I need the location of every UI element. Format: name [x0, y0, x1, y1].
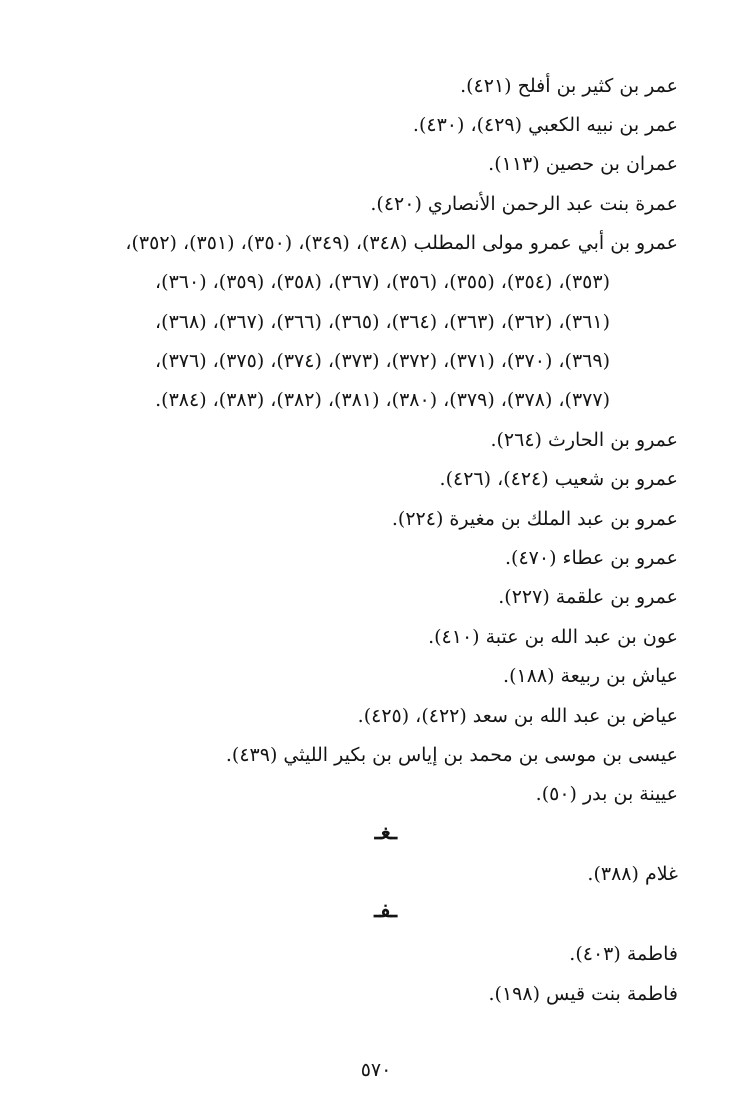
index-entry: عياش بن ربيعة (١٨٨).: [503, 665, 678, 687]
index-entry: عمرو بن علقمة (٢٢٧).: [498, 586, 678, 608]
index-entry: فاطمة بنت قيس (١٩٨).: [488, 983, 678, 1005]
index-entry: عياض بن عبد الله بن سعد (٤٢٢)، (٤٢٥).: [357, 705, 678, 727]
index-entry: عيسى بن موسى بن محمد بن إياس بن بكير الليثي (٤٣٩).: [225, 744, 678, 766]
index-entry-continuation: (٣٧٧)، (٣٧٨)، (٣٧٩)، (٣٨٠)، (٣٨١)، (٣٨٢)، (٣٨٣)، (٣٨٤).: [155, 389, 610, 411]
index-entry: عمرو بن عطاء (٤٧٠).: [505, 547, 678, 569]
section-header-ghain: ـغـ: [374, 819, 397, 844]
index-entry: عون بن عبد الله بن عتبة (٤١٠).: [428, 626, 678, 648]
index-entry-continuation: (٣٦٩)، (٣٧٠)، (٣٧١)، (٣٧٢)، (٣٧٣)، (٣٧٤)، (٣٧٥)، (٣٧٦)،: [155, 350, 610, 372]
index-entry: عيينة بن بدر (٥٠).: [535, 783, 678, 805]
index-entry: عمر بن نبيه الكعبي (٤٢٩)، (٤٣٠).: [412, 114, 678, 136]
index-entry: عمر بن كثير بن أفلح (٤٢١).: [460, 75, 678, 97]
index-entry-continuation: (٣٦١)، (٣٦٢)، (٣٦٣)، (٣٦٤)، (٣٦٥)، (٣٦٦)، (٣٦٧)، (٣٦٨)،: [155, 311, 610, 333]
index-entry: عمرو بن أبي عمرو مولى المطلب (٣٤٨)، (٣٤٩)، (٣٥٠)، (٣٥١)، (٣٥٢)،: [125, 232, 678, 254]
index-entry: عمرو بن عبد الملك بن مغيرة (٢٢٤).: [391, 508, 678, 530]
section-header-fa: ـفـ: [374, 897, 397, 922]
index-entry: عمرو بن الحارث (٢٦٤).: [490, 429, 678, 451]
index-entry: فاطمة (٤٠٣).: [569, 943, 678, 965]
index-entry: عمران بن حصين (١١٣).: [488, 153, 678, 175]
index-entry-continuation: (٣٥٣)، (٣٥٤)، (٣٥٥)، (٣٥٦)، (٣٦٧)، (٣٥٨)، (٣٥٩)، (٣٦٠)،: [155, 271, 610, 293]
page-number: ٥٧٠: [360, 1059, 392, 1081]
index-entry: عمرو بن شعيب (٤٢٤)، (٤٢٦).: [439, 468, 678, 490]
index-entry: غلام (٣٨٨).: [587, 863, 678, 885]
index-entry: عمرة بنت عبد الرحمن الأنصاري (٤٢٠).: [370, 193, 678, 215]
